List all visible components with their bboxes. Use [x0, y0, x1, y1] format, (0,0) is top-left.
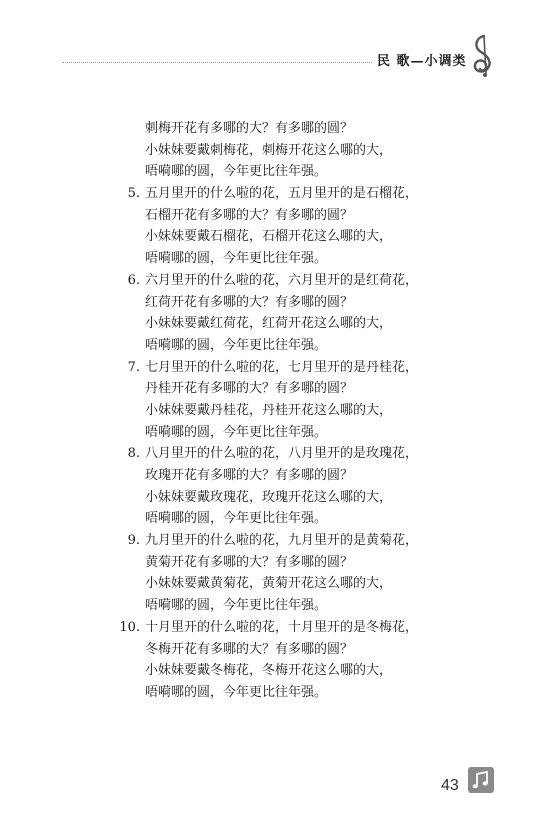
verse-text: 石榴开花有多哪的大？有多哪的圆？	[145, 207, 354, 223]
verse-text: 六月里开的什么啦的花，六月里开的是红荷花，	[145, 272, 419, 288]
stanza	[0, 617, 551, 704]
verse-line	[0, 660, 551, 682]
verse-line	[0, 226, 551, 248]
verse-line	[0, 573, 551, 595]
stanza-number: 9.	[127, 533, 140, 549]
verse-text: 丹桂开花有多哪的大？有多哪的圆？	[145, 381, 354, 397]
stanza-number: 7.	[127, 359, 140, 375]
stanza	[0, 357, 551, 444]
verse-text: 九月里开的什么啦的花，九月里开的是黄菊花，	[145, 533, 419, 549]
treble-clef-icon	[466, 32, 500, 78]
verse-line	[0, 530, 551, 552]
verse-text: 唔嗬哪的圆，今年更比往年强。	[145, 684, 328, 700]
stanza	[0, 183, 551, 270]
verse-line	[0, 443, 551, 465]
verse-text: 七月里开的什么啦的花，七月里开的是丹桂花，	[145, 359, 419, 375]
verse-text: 小妹妹要戴玫瑰花，玫瑰开花这么哪的大，	[145, 489, 393, 505]
verse-text: 冬梅开花有多哪的大？有多哪的圆？	[145, 641, 354, 657]
verse-text: 小妹妹要戴石榴花，石榴开花这么哪的大，	[145, 229, 393, 245]
verse-line	[0, 617, 551, 639]
verse-text: 小妹妹要戴红荷花，红荷开花这么哪的大，	[145, 316, 393, 332]
verse-text: 唔嗬哪的圆，今年更比往年强。	[145, 424, 328, 440]
song-verses	[0, 118, 551, 704]
verse-text: 唔嗬哪的圆，今年更比往年强。	[145, 251, 328, 267]
verse-line	[0, 639, 551, 661]
verse-text: 玫瑰开花有多哪的大？有多哪的圆？	[145, 468, 354, 483]
verse-line	[0, 400, 551, 422]
stanza-number: 10.	[119, 619, 140, 635]
verse-line	[0, 248, 551, 270]
verse-text: 小妹妹要戴黄菊花，黄菊开花这么哪的大，	[145, 576, 393, 592]
verse-line	[0, 292, 551, 314]
verse-line	[0, 422, 551, 444]
verse-text: 八月里开的什么啦的花，八月里开的是玫瑰花，	[145, 446, 419, 462]
verse-line	[0, 270, 551, 292]
verse-line	[0, 682, 551, 704]
stanza	[0, 530, 551, 617]
verse-line	[0, 552, 551, 574]
verse-text: 唔嗬哪的圆，今年更比往年强。	[145, 164, 328, 180]
stanza	[0, 270, 551, 357]
verse-line	[0, 140, 551, 162]
verse-line	[0, 118, 551, 140]
verse-line	[0, 313, 551, 335]
music-note-icon	[468, 767, 494, 793]
page-number: 43	[441, 777, 459, 794]
verse-line	[0, 465, 551, 487]
stanza	[0, 443, 551, 530]
verse-text: 黄菊开花有多哪的大？有多哪的圆？	[145, 554, 354, 570]
verse-line	[0, 378, 551, 400]
running-head: 民 歌—小调类	[377, 54, 467, 69]
stanza-number: 5.	[127, 186, 140, 202]
verse-text: 十月里开的什么啦的花，十月里开的是冬梅花，	[145, 619, 419, 635]
verse-line	[0, 335, 551, 357]
stanza-number: 6.	[127, 272, 140, 288]
verse-text: 唔嗬哪的圆，今年更比往年强。	[145, 337, 328, 353]
verse-line	[0, 161, 551, 183]
header-dotted-rule	[62, 62, 372, 63]
verse-line	[0, 357, 551, 379]
verse-text: 唔嗬哪的圆，今年更比往年强。	[145, 511, 328, 527]
verse-text: 五月里开的什么啦的花，五月里开的是石榴花，	[145, 186, 419, 202]
verse-text: 小妹妹要戴丹桂花，丹桂开花这么哪的大，	[145, 402, 393, 418]
verse-line	[0, 595, 551, 617]
verse-line	[0, 183, 551, 205]
verse-text: 小妹妹要戴刺梅花，刺梅开花这么哪的大，	[145, 142, 393, 158]
verse-line	[0, 487, 551, 509]
verse-line	[0, 205, 551, 227]
verse-text: 唔嗬哪的圆，今年更比往年强。	[145, 598, 328, 614]
verse-text: 刺梅开花有多哪的大？有多哪的圆？	[145, 121, 354, 136]
verse-text: 红荷开花有多哪的大？有多哪的圆？	[145, 294, 354, 310]
stanza	[0, 118, 551, 183]
stanza-number: 8.	[127, 446, 140, 462]
verse-line	[0, 508, 551, 530]
verse-text: 小妹妹要戴冬梅花，冬梅开花这么哪的大，	[145, 663, 393, 679]
